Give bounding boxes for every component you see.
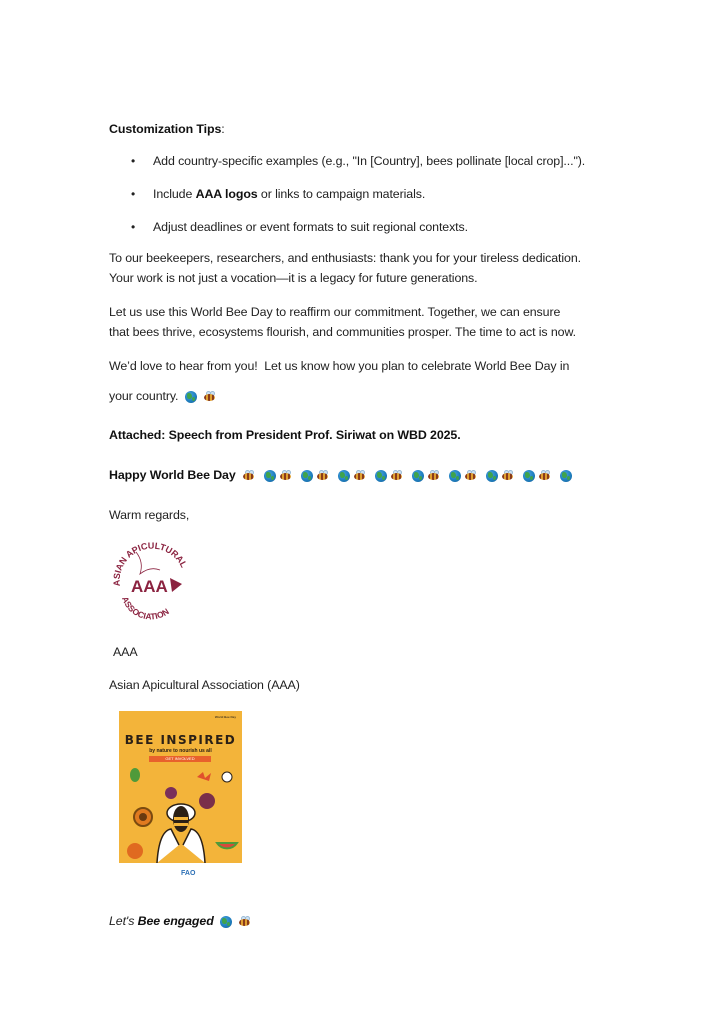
signature-short: AAA [113, 645, 138, 659]
logo-map-outline [136, 552, 160, 574]
tips-heading: Customization Tips [109, 122, 222, 136]
final-italic-text: Let's [109, 914, 138, 928]
globe-icon [486, 470, 498, 482]
poster-subtitle: by nature to nourish us all [149, 748, 212, 754]
poster-title: BEE INSPIRED [124, 733, 237, 747]
bee-stripe [174, 817, 188, 820]
bee-icon [203, 391, 216, 402]
tip-text: Add country-specific examples (e.g., "In [Country], bees pollinate [local crop]..."). [153, 154, 586, 168]
butterfly-icon [197, 772, 211, 781]
tip-text: or links to campaign materials. [257, 187, 426, 201]
tip-item [153, 186, 425, 202]
world-bee-day-poster [119, 711, 242, 881]
sunflower-center [139, 813, 147, 821]
bee-icon [238, 916, 251, 927]
tip-bold-text: AAA logos [195, 187, 258, 201]
signature-full: Asian Apicultural Association (AAA) [109, 678, 300, 692]
watermelon-icon [217, 843, 237, 848]
poster-corner-label: World Bee Day [214, 715, 236, 719]
pumpkin-icon [127, 843, 143, 859]
emoji-row [239, 468, 572, 482]
globe-icon [301, 470, 313, 482]
attached-line: Attached: Speech from President Prof. Siriwat on WBD 2025. [109, 428, 461, 442]
globe-icon [338, 470, 350, 482]
poster-illustration [119, 765, 242, 863]
globe-icon [375, 470, 387, 482]
fao-logo: FAO [181, 870, 196, 877]
hear-line-2 [109, 388, 216, 404]
bee-icon [464, 470, 477, 481]
tips-heading-colon: : [221, 122, 225, 136]
bee-icon [538, 470, 551, 481]
logo-ring-top: ASIAN APICULTURAL [111, 540, 189, 587]
hear-text: your country. [109, 389, 179, 403]
closing-line: Warm regards, [109, 508, 190, 522]
happy-line [109, 467, 572, 483]
globe-icon [220, 916, 232, 928]
thanks-line-2: Your work is not just a vocation—it is a legacy for future generations. [109, 271, 478, 285]
bee-icon [427, 470, 440, 481]
tip-text: Include [153, 187, 196, 201]
bee-icon [279, 470, 292, 481]
logo-center-text: AAA [131, 577, 168, 596]
bee-icon [353, 470, 366, 481]
globe-icon [523, 470, 535, 482]
poster-footer [119, 863, 242, 881]
globe-icon [449, 470, 461, 482]
logo-bee-stinger [170, 578, 182, 592]
tip-text: Adjust deadlines or event formats to suit regional contexts. [153, 220, 468, 234]
fruit-icon [199, 793, 215, 809]
globe-icon [560, 470, 572, 482]
bee-icon [501, 470, 514, 481]
final-line [109, 913, 251, 929]
onion-icon [165, 787, 177, 799]
commit-line-1: Let us use this World Bee Day to reaffirm our commitment. Together, we can ensure [109, 305, 561, 319]
commit-line-2: that bees thrive, ecosystems flourish, and communities prosper. The time to act is now. [109, 325, 576, 339]
tip-item [153, 153, 585, 169]
flower-icon [222, 772, 232, 782]
tips-heading-line [109, 121, 225, 137]
bullet-dot: • [131, 220, 136, 234]
bullet-dot: • [131, 187, 136, 201]
happy-text: Happy World Bee Day [109, 468, 236, 482]
aaa-logo [106, 536, 194, 624]
leaf-icon [130, 768, 140, 782]
thanks-line-1: To our beekeepers, researchers, and enthusiasts: thank you for your tireless dedication. [109, 251, 581, 265]
globe-icon [264, 470, 276, 482]
tip-item [153, 219, 468, 235]
poster-cta: GET INVOLVED [149, 756, 211, 762]
bullet-dot: • [131, 154, 136, 168]
bee-icon [390, 470, 403, 481]
hands-icon [157, 829, 205, 863]
bee-icon [316, 470, 329, 481]
globe-icon [412, 470, 424, 482]
bee-stripe [174, 823, 188, 826]
globe-icon [185, 391, 197, 403]
final-bold-text: Bee engaged [137, 914, 214, 928]
bee-icon [242, 470, 255, 481]
logo-ring-bottom: ASSOCIATION [119, 594, 171, 622]
hear-line-1: We’d love to hear from you! Let us know how you plan to celebrate World Bee Day in [109, 359, 570, 373]
